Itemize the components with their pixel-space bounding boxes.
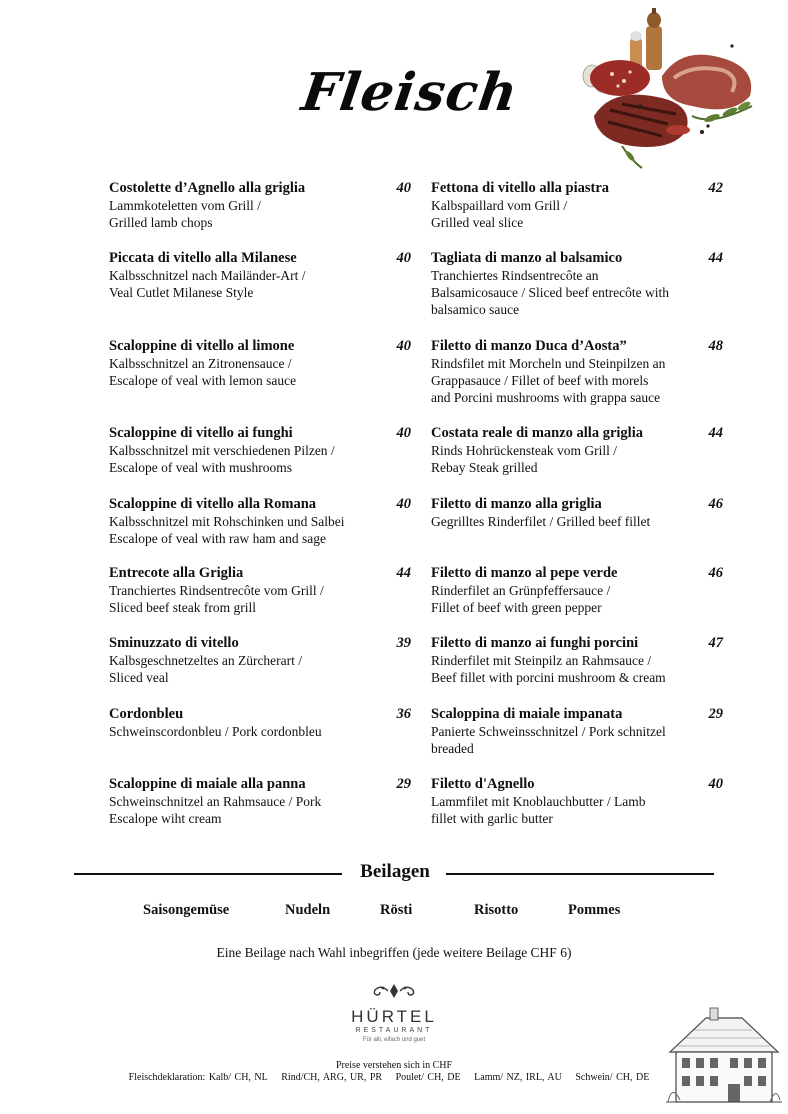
brand-sub: RESTAURANT: [355, 1027, 433, 1034]
dish-price: 46: [708, 496, 723, 512]
menu-item: [109, 565, 429, 616]
dish-name: Cordonbleu: [109, 706, 184, 722]
menu-item: [431, 565, 723, 616]
dish-name: Sminuzzato di vitello: [109, 635, 239, 651]
dish-description: Panierte Schweinsschnitzel / Pork schnitzel breaded: [431, 724, 666, 756]
dish-name: Scaloppine di vitello al limone: [109, 338, 295, 354]
beilagen-title: Beilagen: [360, 861, 430, 882]
dish-description: Rinderfilet mit Steinpilz an Rahmsauce / Beef fillet with porcini mushroom & cream: [431, 653, 666, 685]
menu-item: [431, 338, 723, 406]
menu-item: [109, 496, 429, 547]
restaurant-logo: [344, 982, 444, 1043]
house-illustration: [666, 1004, 782, 1106]
dish-price: 44: [396, 565, 411, 581]
dish-name: Scaloppina di maiale impanata: [431, 706, 623, 722]
dish-description: Gegrilltes Rinderfilet / Grilled beef fillet: [431, 514, 651, 529]
menu-item: [109, 338, 429, 389]
dish-description: Kalbsschnitzel mit verschiedenen Pilzen / Escalope of veal with mushrooms: [109, 443, 335, 475]
dish-name: Filetto di manzo al pepe verde: [431, 565, 618, 581]
menu-item: [109, 635, 429, 686]
dish-price: 48: [708, 338, 723, 354]
declaration-item: Poulet/ CH, DE: [395, 1072, 461, 1083]
meat-illustration: [582, 6, 762, 171]
dish-name: Piccata di vitello alla Milanese: [109, 250, 297, 266]
dish-description: Kalbsschnitzel nach Mailänder-Art / Veal Cutlet Milanese Style: [109, 268, 306, 300]
dish-name: Scaloppine di maiale alla panna: [109, 776, 306, 792]
dish-price: 40: [396, 180, 411, 196]
divider-left: [74, 873, 342, 875]
divider-right: [446, 873, 714, 875]
dish-name: Scaloppine di vitello ai funghi: [109, 425, 293, 441]
dish-price: 46: [708, 565, 723, 581]
menu-item: [109, 776, 429, 827]
dish-price: 40: [396, 425, 411, 441]
dish-name: Tagliata di manzo al balsamico: [431, 250, 623, 266]
dish-name: Costata reale di manzo alla griglia: [431, 425, 643, 441]
dish-price: 40: [396, 338, 411, 354]
dish-description: Kalbsgeschnetzeltes an Zürcherart / Sliced veal: [109, 653, 303, 685]
side-item: Rösti: [380, 902, 413, 918]
dish-name: Filetto di manzo ai funghi porcini: [431, 635, 639, 651]
dish-description: Kalbsschnitzel mit Rohschinken und Salbei Escalope of veal with raw ham and sage: [109, 514, 345, 546]
dish-description: Rinds Hohrückensteak vom Grill / Rebay Steak grilled: [431, 443, 617, 475]
dish-price: 44: [708, 250, 723, 266]
menu-item: [109, 250, 429, 301]
dish-description: Tranchiertes Rindsentrecôte vom Grill / Sliced beef steak from grill: [109, 583, 324, 615]
dish-price: 47: [708, 635, 723, 651]
dish-description: Rinderfilet an Grünpfeffersauce / Fillet of beef with green pepper: [431, 583, 611, 615]
dish-price: 44: [708, 425, 723, 441]
menu-item: [109, 180, 429, 231]
declaration-item: Lamm/ NZ, IRL, AU: [474, 1072, 562, 1083]
dish-description: Lammkoteletten vom Grill / Grilled lamb chops: [109, 198, 261, 230]
menu-item: [431, 425, 723, 476]
dish-description: Tranchiertes Rindsentrecôte an Balsamicosauce / Sliced beef entrecôte with balsamico sauce: [431, 268, 670, 317]
menu-item: [431, 250, 723, 318]
meat-declaration: [0, 1072, 788, 1083]
dish-description: Schweinscordonbleu / Pork cordonbleu: [109, 724, 322, 739]
menu-item: [431, 706, 723, 757]
dish-price: 29: [708, 706, 723, 722]
menu-item: [431, 635, 723, 686]
prices-note: Preise verstehen sich in CHF: [335, 1060, 453, 1071]
dish-price: 39: [396, 635, 411, 651]
side-item: Pommes: [568, 902, 621, 918]
declaration-item: Fleischdeklaration: Kalb/ CH, NL: [128, 1072, 268, 1083]
side-item: Risotto: [474, 902, 519, 918]
page-title: Fleisch: [298, 62, 522, 123]
menu-item: [431, 776, 723, 827]
dish-price: 42: [708, 180, 723, 196]
dish-description: Lammfilet mit Knoblauchbutter / Lamb fillet with garlic butter: [431, 794, 646, 826]
menu-item: [431, 180, 723, 231]
dish-description: Rindsfilet mit Morcheln und Steinpilzen an Grappasauce / Fillet of beef with morels and Porcini mushrooms with grappa sauce: [431, 356, 666, 405]
side-dish-note: Eine Beilage nach Wahl inbegriffen (jede weitere Beilage CHF 6): [216, 945, 572, 960]
dish-price: 40: [708, 776, 723, 792]
brand-name: HÜRTEL: [351, 1007, 437, 1026]
declaration-item: Schwein/ CH, DE: [575, 1072, 650, 1083]
menu-item: [431, 496, 723, 530]
dish-price: 36: [396, 706, 411, 722]
dish-name: Costolette d’Agnello alla griglia: [109, 180, 306, 196]
side-item: Saisongemüse: [143, 902, 230, 918]
dish-description: Schweinschnitzel an Rahmsauce / Pork Escalope wiht cream: [109, 794, 322, 826]
dish-price: 40: [396, 496, 411, 512]
dish-name: Filetto di manzo Duca d’Aosta”: [431, 338, 627, 354]
dish-name: Filetto d'Agnello: [431, 776, 535, 792]
dish-description: Kalbspaillard vom Grill / Grilled veal slice: [431, 198, 568, 230]
menu-item: [109, 706, 429, 740]
dish-name: Entrecote alla Griglia: [109, 565, 244, 581]
dish-price: 29: [396, 776, 411, 792]
dish-price: 40: [396, 250, 411, 266]
declaration-item: Rind/CH, ARG, UR, PR: [281, 1072, 383, 1083]
dish-description: Kalbsschnitzel an Zitronensauce / Escalope of veal with lemon sauce: [109, 356, 297, 388]
menu-item: [109, 425, 429, 476]
dish-name: Scaloppine di vitello alla Romana: [109, 496, 317, 512]
brand-slogan: Für alli, eifach und guet: [362, 1037, 426, 1043]
side-item: Nudeln: [285, 902, 331, 918]
dish-name: Fettona di vitello alla piastra: [431, 180, 610, 196]
dish-name: Filetto di manzo alla griglia: [431, 496, 602, 512]
ornament-icon: [371, 982, 417, 1000]
